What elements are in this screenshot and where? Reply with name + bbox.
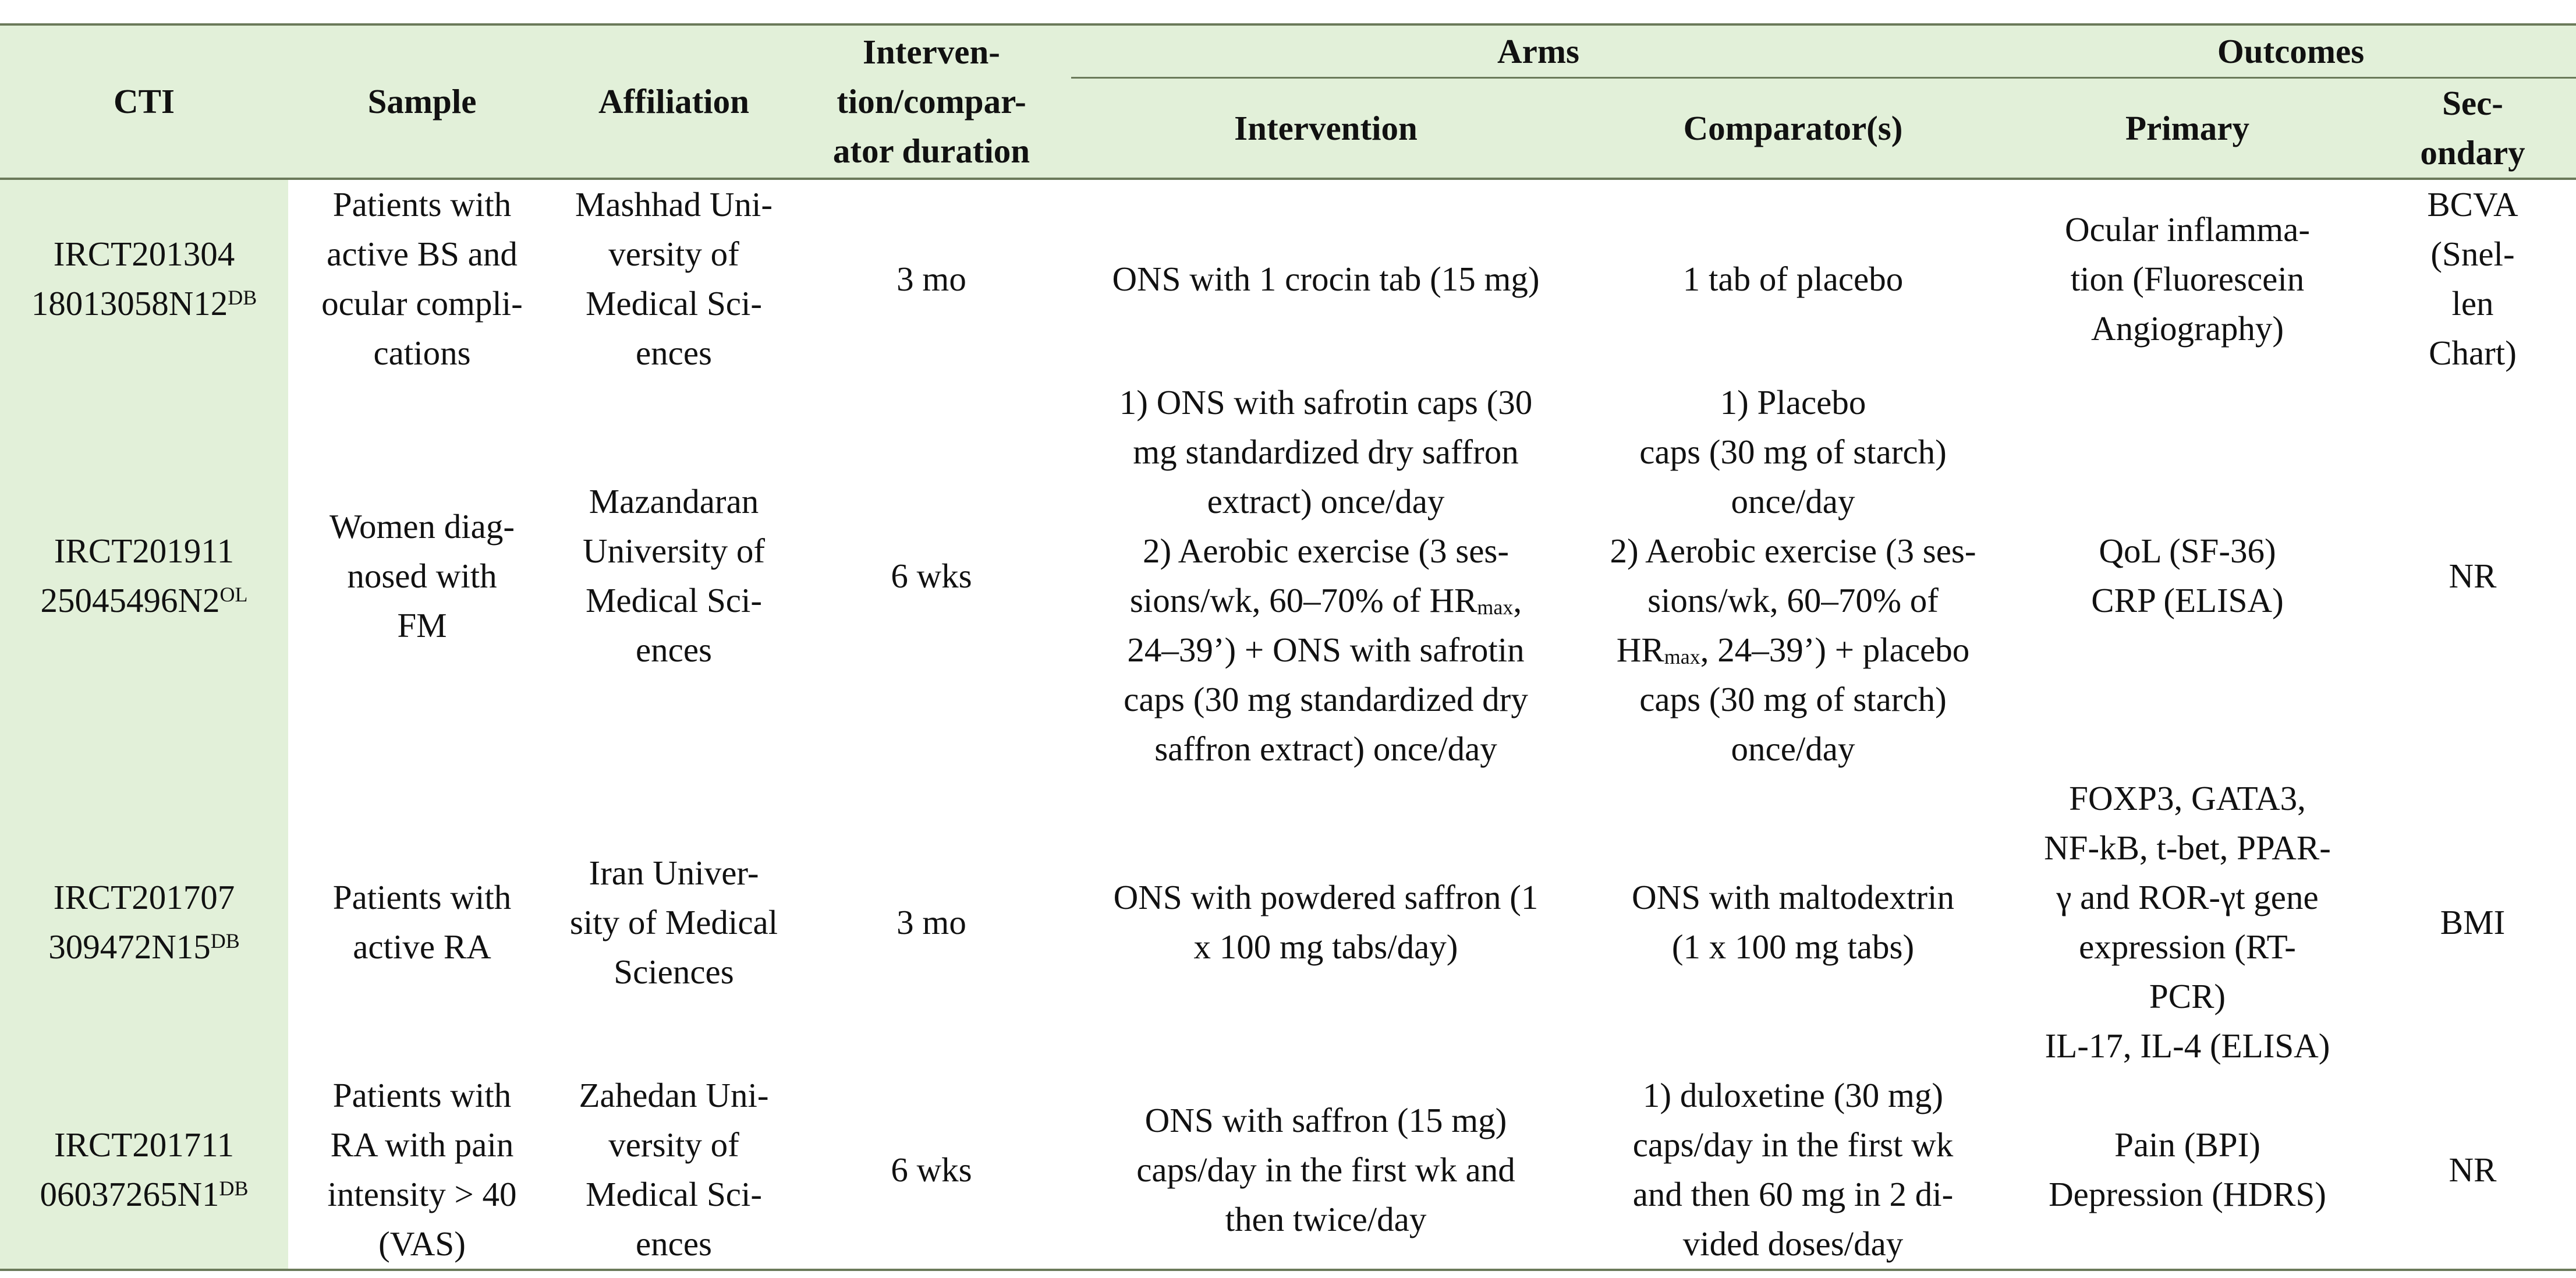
table-header [0,24,2576,179]
blinding-tag: DB [219,1177,249,1200]
secondary-outcome-cell: BMI [2440,902,2506,941]
primary-outcome-cell: FOXP3, GATA3, NF-kB, t-bet, PPAR- γ and ROR-γt gene expression (RT- PCR) IL-17, IL-4 (ELISA) [2044,779,2331,1065]
comparator-cell [1581,378,2005,774]
cti-id: IRCT201707 309472N15 [48,878,235,966]
duration-cell: 3 mo [897,259,966,298]
duration-cell: 6 wks [891,1150,972,1189]
header-arms: Arms [1071,24,2005,78]
duration-cell: 6 wks [891,556,972,595]
cti-id: IRCT201304 18013058N12 [31,235,235,323]
comparator-text-b: , 24–39’) + placebo caps (30 mg of starch) once/day [1639,631,1970,768]
comparator-cell: 1) duloxetine (30 mg) caps/day in the first wk and then 60 mg in 2 di- vided doses/day [1632,1076,1954,1263]
blinding-tag: DB [210,929,240,953]
comparator-text-a: 1) Placebo caps (30 mg of starch) once/day 2) Aerobic exercise (3 ses- sions/wk, 60–70% of HR [1610,383,1976,669]
affiliation-cell: Zahedan Uni- versity of Medical Sci- ences [579,1076,769,1263]
header-cti: CTI [0,24,288,179]
cti-cell [0,1071,288,1270]
primary-outcome-cell: Ocular inflamma- tion (Fluorescein Angiography) [2064,210,2310,348]
hr-max-subscript: max [1664,645,1700,668]
header-affiliation: Affiliation [556,24,792,179]
sample-cell: Women diag- nosed with FM [329,507,515,645]
intervention-cell: ONS with powdered saffron (1 x 100 mg tabs/day) [1113,878,1539,966]
cti-id: IRCT201711 06037265N1 [40,1125,235,1213]
secondary-outcome-cell: NR [2449,556,2497,595]
cti-cell [0,774,288,1071]
primary-outcome-cell: QoL (SF-36) CRP (ELISA) [2091,532,2284,619]
duration-cell: 3 mo [897,902,966,941]
table-row [0,179,2576,378]
header-primary: Primary [2005,78,2369,179]
intervention-cell: ONS with 1 crocin tab (15 mg) [1112,259,1540,298]
affiliation-cell: Mazandaran University of Medical Sci- ences [583,482,765,669]
header-sample: Sample [288,24,556,179]
affiliation-cell: Iran Univer- sity of Medical Sciences [569,853,778,991]
cti-cell [0,378,288,774]
primary-outcome-cell: Pain (BPI) Depression (HDRS) [2049,1125,2326,1213]
table-row [0,774,2576,1071]
header-duration: Interven- tion/compar- ator duration [792,24,1071,179]
table-row [0,378,2576,774]
intervention-text-b: , 24–39’) + ONS with safrotin caps (30 mg standardized dry saffron extract) once/day [1124,581,1528,768]
header-comparators: Comparator(s) [1581,78,2005,179]
sample-cell: Patients with RA with pain intensity > 40 (VAS) [327,1076,517,1263]
header-secondary: Sec- ondary [2369,78,2576,179]
blinding-tag: DB [228,286,257,309]
header-intervention: Intervention [1071,78,1581,179]
cti-cell [0,179,288,378]
comparator-cell: 1 tab of placebo [1682,259,1904,298]
sample-cell: Patients with active BS and ocular compli- cations [321,185,523,372]
secondary-outcome-cell: BCVA (Snel- len Chart) [2427,185,2518,372]
secondary-outcome-cell: NR [2449,1150,2497,1189]
intervention-text-a: 1) ONS with safrotin caps (30 mg standardized dry saffron extract) once/day 2) Aerobic exercise (3 ses- sions/wk, 60–70% of HR [1119,383,1533,619]
cti-id: IRCT201911 25045496N2 [40,532,235,619]
hr-max-subscript: max [1477,596,1514,619]
affiliation-cell: Mashhad Uni- versity of Medical Sci- ences [575,185,773,372]
intervention-cell [1071,378,1581,774]
sample-cell: Patients with active RA [332,878,512,966]
trials-table [0,23,2576,1271]
table-row [0,1071,2576,1270]
comparator-cell: ONS with maltodextrin (1 x 100 mg tabs) [1632,878,1954,966]
intervention-cell: ONS with saffron (15 mg) caps/day in the first wk and then twice/day [1136,1100,1515,1238]
blinding-tag: OL [219,583,248,606]
header-outcomes: Outcomes [2005,24,2576,78]
